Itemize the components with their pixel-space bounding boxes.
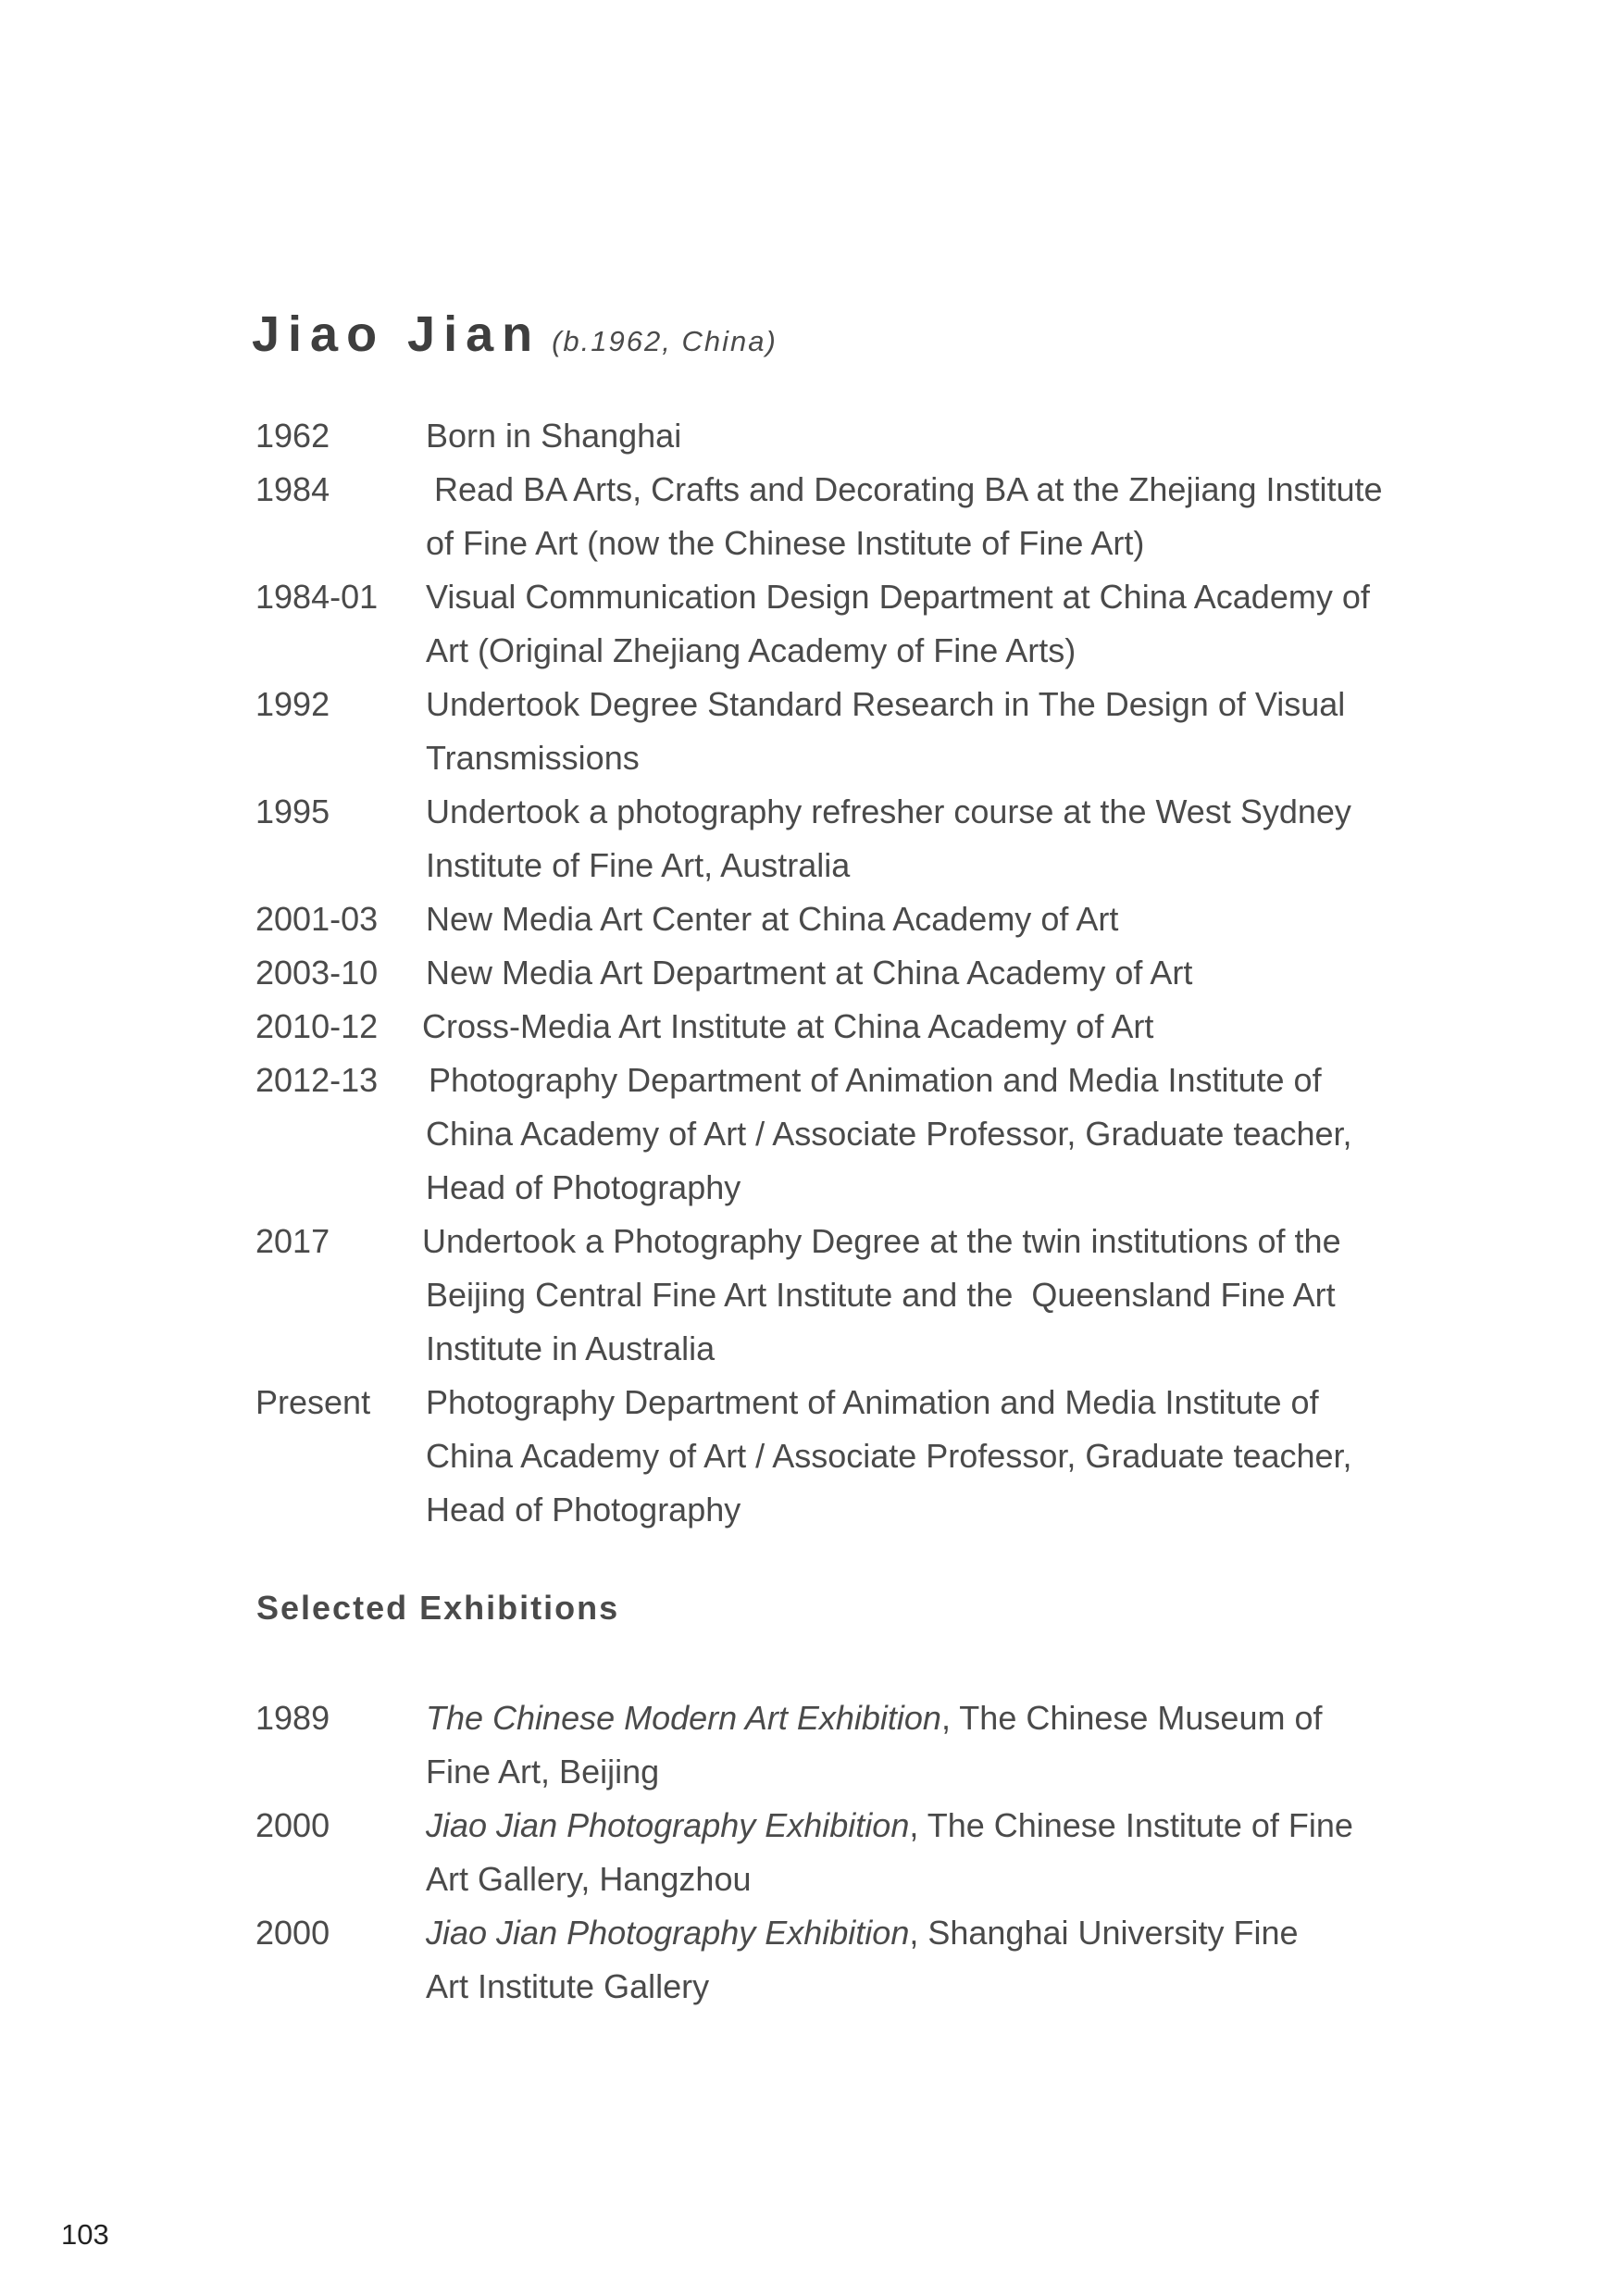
exhibition-year: 2000	[255, 1806, 330, 1844]
exhibition-description: Jiao Jian Photography Exhibition, The Chinese Institute of Fine Art Gallery, Hangzhou	[426, 1806, 1353, 1898]
bio-entry-2012-13	[255, 1054, 1422, 1215]
bio-description: New Media Art Department at China Academy of Art	[426, 954, 1193, 992]
bio-description: Born in Shanghai	[426, 417, 682, 455]
exhibition-year: 1989	[255, 1699, 330, 1737]
bio-entry-1992	[255, 678, 1422, 785]
exhibition-title: The Chinese Modern Art Exhibition	[426, 1699, 941, 1737]
bio-description: Undertook a Photography Degree at the twin institutions of the Beijing Central Fine Art Institute and the Queensland Fine Art Institute in Australia	[422, 1222, 1341, 1367]
bio-entry-2010-12	[255, 1000, 1422, 1054]
bio-year: 2017	[255, 1222, 330, 1260]
bio-year: 1992	[255, 685, 330, 723]
exhibition-title: Jiao Jian Photography Exhibition	[426, 1806, 910, 1844]
exhibition-year: 2000	[255, 1914, 330, 1952]
bio-year: 1962	[255, 417, 330, 455]
selected-exhibitions-heading: Selected Exhibitions	[256, 1589, 620, 1627]
bio-description: New Media Art Center at China Academy of Art	[426, 900, 1119, 938]
artist-birth-info: (b.1962, China)	[552, 325, 778, 357]
exhibition-description: Jiao Jian Photography Exhibition, Shanghai University Fine Art Institute Gallery	[426, 1914, 1299, 2005]
bio-entry-2001-03	[255, 892, 1422, 946]
bio-year: Present	[255, 1383, 371, 1421]
bio-year: 1995	[255, 792, 330, 830]
bio-description: Cross-Media Art Institute at China Academy of Art	[422, 1007, 1154, 1045]
exhibition-entry	[255, 1691, 1422, 1799]
exhibition-entry	[255, 1799, 1422, 1906]
bio-year: 2001-03	[255, 900, 379, 938]
bio-description: Photography Department of Animation and Media Institute of China Academy of Art / Associate Professor, Graduate teacher, Head of Photography	[426, 1383, 1352, 1529]
exhibition-entry	[255, 1906, 1422, 2014]
bio-description: Visual Communication Design Department at China Academy of Art (Original Zhejiang Academy of Fine Arts)	[426, 578, 1370, 669]
exhibitions-list	[255, 1691, 1422, 2014]
artist-header	[252, 306, 778, 363]
bio-description: Undertook a photography refresher course at the West Sydney Institute of Fine Art, Australia	[426, 792, 1351, 884]
exhibition-description: The Chinese Modern Art Exhibition, The Chinese Museum of Fine Art, Beijing	[426, 1699, 1323, 1791]
bio-year: 1984	[255, 470, 330, 508]
exhibition-title: Jiao Jian Photography Exhibition	[426, 1914, 910, 1952]
bio-description: Read BA Arts, Crafts and Decorating BA at the Zhejiang Institute of Fine Art (now the Chinese Institute of Fine Art)	[426, 470, 1383, 562]
bio-entry-2017	[255, 1215, 1422, 1376]
bio-description: Photography Department of Animation and Media Institute of China Academy of Art / Associate Professor, Graduate teacher, Head of Photography	[426, 1061, 1352, 1206]
biography-list	[255, 409, 1422, 1537]
bio-entry-present	[255, 1376, 1422, 1537]
bio-year: 2010-12	[255, 1007, 379, 1045]
bio-entry-2003-10	[255, 946, 1422, 1000]
bio-entry-1962	[255, 409, 1422, 463]
bio-year: 1984-01	[255, 578, 379, 616]
bio-year: 2003-10	[255, 954, 379, 992]
bio-entry-1984	[255, 463, 1422, 570]
bio-entry-1984-01	[255, 570, 1422, 678]
bio-description: Undertook Degree Standard Research in The Design of Visual Transmissions	[426, 685, 1346, 777]
bio-year: 2012-13	[255, 1061, 379, 1099]
artist-name: Jiao Jian	[252, 306, 541, 362]
page-number: 103	[61, 2218, 109, 2251]
bio-entry-1995	[255, 785, 1422, 892]
